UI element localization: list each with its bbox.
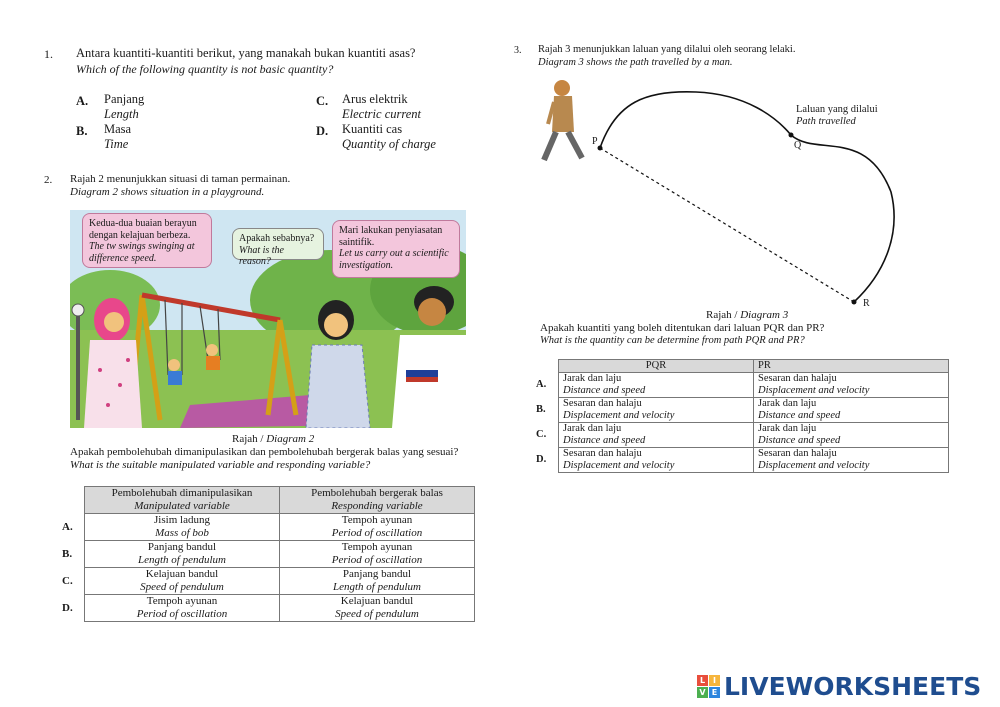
q1-option-d-en: Quantity of charge bbox=[342, 137, 436, 151]
q2-row-b[interactable]: B. Panjang bandul Length of pendulum Tempoh ayunan Period of oscillation bbox=[62, 541, 475, 568]
bubble-3-ms: Mari lakukan penyiasatan saintifik. bbox=[339, 225, 443, 248]
q2-header-responding: Pembolehubah bergerak balas Responding variable bbox=[280, 487, 475, 514]
diagram-2-caption bbox=[232, 433, 314, 445]
q3-answer-table bbox=[536, 359, 949, 473]
bubble-1-en: The tw swings swinging at difference speed. bbox=[89, 241, 195, 264]
q1-option-c-en: Electric current bbox=[342, 107, 422, 121]
q1-option-a[interactable] bbox=[76, 92, 88, 110]
label-p: P bbox=[592, 136, 598, 147]
q1-option-d[interactable] bbox=[316, 122, 328, 140]
q3-table-wrapper bbox=[536, 359, 949, 473]
caption-ms: Rajah / bbox=[706, 309, 741, 321]
label-q: Q bbox=[794, 140, 802, 151]
q3-row-d[interactable]: D. Sesaran dan halaju Displacement and velocity Sesaran dan halaju Displacement and velocity bbox=[536, 448, 949, 473]
q1-option-c-ms: Arus elektrik bbox=[342, 92, 408, 106]
bubble-2-en: What is the reason? bbox=[239, 244, 284, 267]
q1-option-c[interactable] bbox=[316, 92, 328, 110]
diagram-3-caption bbox=[706, 309, 788, 321]
caption-en: Diagram 2 bbox=[266, 433, 315, 445]
speech-bubble-2 bbox=[232, 228, 324, 267]
logo-tile-v: V bbox=[697, 687, 708, 698]
option-letter: B. bbox=[76, 124, 88, 138]
q2-table-wrapper bbox=[62, 486, 475, 622]
q3-sub-question-en: What is the quantity can be determine from path PQR and PR? bbox=[540, 335, 805, 346]
point-r bbox=[852, 300, 857, 305]
q2-row-a[interactable]: A. Jisim ladung Mass of bob Tempoh ayunan Period of oscillation bbox=[62, 514, 475, 541]
bubble-2-ms: Apakah sebabnya? bbox=[239, 233, 315, 244]
q3-question-en: Diagram 3 shows the path travelled by a man. bbox=[538, 57, 733, 68]
label-r: R bbox=[863, 298, 870, 309]
q1-option-a-en: Length bbox=[104, 107, 139, 121]
q1-question-ms: Antara kuantiti-kuantiti berikut, yang manakah bukan kuantiti asas? bbox=[76, 46, 416, 60]
q2-sub-question-en: What is the suitable manipulated variable and responding variable? bbox=[70, 459, 371, 471]
logo-icon bbox=[697, 675, 721, 699]
q3-sub-question-ms: Apakah kuantiti yang boleh ditentukan dari laluan PQR dan PR? bbox=[540, 322, 825, 334]
option-letter: D. bbox=[316, 124, 329, 138]
q1-question-en: Which of the following quantity is not basic quantity? bbox=[76, 62, 334, 76]
q2-question-en: Diagram 2 shows situation in a playground. bbox=[70, 186, 265, 198]
point-p bbox=[598, 146, 603, 151]
q1-number: 1. bbox=[44, 47, 53, 61]
q3-row-a[interactable]: A. Jarak dan laju Distance and speed Sesaran dan halaju Displacement and velocity bbox=[536, 373, 949, 398]
point-q bbox=[789, 133, 794, 138]
q2-sub-question-ms: Apakah pembolehubah dimanipulasikan dan pembolehubah bergerak balas yang sesuai? bbox=[70, 446, 459, 458]
q3-header-pqr: PQR bbox=[559, 360, 754, 373]
q2-row-d[interactable]: D. Tempoh ayunan Period of oscillation Kelajuan bandul Speed of pendulum bbox=[62, 595, 475, 622]
walking-man-figure bbox=[544, 80, 582, 160]
path-label-ms: Laluan yang dilalui bbox=[796, 104, 878, 115]
liveworksheets-logo[interactable] bbox=[697, 672, 993, 702]
bubble-3-en: Let us carry out a scientific investigation. bbox=[339, 248, 449, 271]
option-letter: A. bbox=[76, 94, 89, 108]
q3-row-b[interactable]: B. Sesaran dan halaju Displacement and velocity Jarak dan laju Distance and speed bbox=[536, 398, 949, 423]
speech-bubble-1 bbox=[82, 213, 212, 268]
q3-number: 3. bbox=[514, 45, 522, 56]
logo-tile-i: I bbox=[709, 675, 720, 686]
path-diagram bbox=[536, 72, 916, 318]
q3-row-c[interactable]: C. Jarak dan laju Distance and speed Jarak dan laju Distance and speed bbox=[536, 423, 949, 448]
playground-illustration bbox=[70, 210, 466, 428]
q1-option-a-ms: Panjang bbox=[104, 92, 145, 106]
q3-header-pr: PR bbox=[754, 360, 949, 373]
path-pr bbox=[600, 148, 854, 302]
bubble-1-ms: Kedua-dua buaian berayun dengan kelajuan berbeza. bbox=[89, 218, 197, 241]
path-label-en: Path travelled bbox=[796, 116, 856, 127]
caption-en: Diagram 3 bbox=[740, 309, 789, 321]
q1-option-b[interactable] bbox=[76, 122, 87, 140]
speech-bubble-3 bbox=[332, 220, 460, 278]
logo-tile-e: E bbox=[709, 687, 720, 698]
logo-text: LIVEWORKSHEETS bbox=[724, 672, 982, 701]
q2-header-manipulated: Pembolehubah dimanipulasikan Manipulated variable bbox=[85, 487, 280, 514]
q1-option-d-ms: Kuantiti cas bbox=[342, 122, 403, 136]
q2-row-c[interactable]: C. Kelajuan bandul Speed of pendulum Panjang bandul Length of pendulum bbox=[62, 568, 475, 595]
option-letter: C. bbox=[316, 94, 329, 108]
q2-question-ms: Rajah 2 menunjukkan situasi di taman permainan. bbox=[70, 173, 291, 185]
q2-answer-table bbox=[62, 486, 475, 622]
q2-number: 2. bbox=[44, 174, 53, 186]
logo-tile-l: L bbox=[697, 675, 708, 686]
caption-ms: Rajah / bbox=[232, 433, 267, 445]
q1-option-b-ms: Masa bbox=[104, 122, 132, 136]
q3-question-ms: Rajah 3 menunjukkan laluan yang dilalui oleh seorang lelaki. bbox=[538, 44, 796, 55]
q1-option-b-en: Time bbox=[104, 137, 129, 151]
